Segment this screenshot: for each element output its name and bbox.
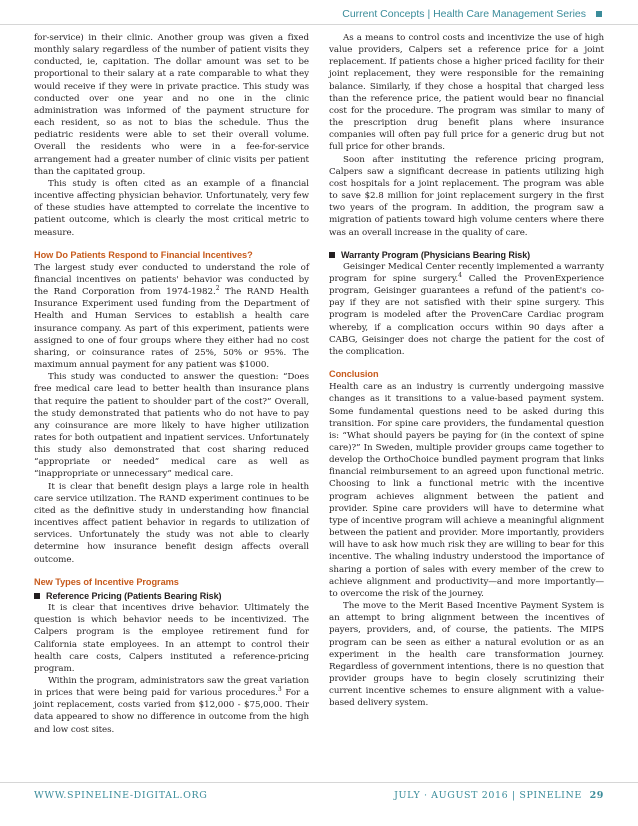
running-header — [342, 8, 602, 20]
reference-marker: 4 — [458, 272, 462, 280]
subsection-title: Warranty Program (Physicians Bearing Risk) — [341, 249, 531, 260]
paragraph: As a means to control costs and incentivize the use of high value providers, Calpers set a reference price for a joint replacement. If patients chose a higher priced facility for their joint replacement, they were responsible for the remaining balance. Similarly, if they chose a hospital that charged less than the reference price, the patient would bear no financial cost for the procedure. The program was similar to many of the prescription drug benefit plans where insurance companies will often pay full price for a generic drug but not full price for other brands. — [329, 33, 604, 153]
paragraph — [329, 261, 604, 358]
paragraph: The move to the Merit Based Incentive Payment System is an attempt to bring alignment between the incentives of payers, providers, and, of course, the patients. The MIPS program can be seen as either a natural evolution or as an experiment in the health care transformation journey. Regardless of government intentions, there is no question that provider groups have to begin closely scrutinizing their current incentive schemes to ensure alignment with a value-based delivery system. — [329, 601, 604, 709]
paragraph-text: Within the program, administrators saw the great variation in prices that were being paid for various procedures. — [34, 675, 309, 699]
paragraph — [34, 262, 309, 371]
reference-marker: 2 — [215, 285, 220, 293]
paragraph: This study was conducted to answer the question: “Does free medical care lead to better health than insurance plans that require the patient to shoulder part of the cost?” Overall, the study demonstrated that patients who do not have to pay any coinsurance are more likely to have higher utilization rates for both outpatient and inpatient services. Unfortunately this study also demonstrated that cost sharing reduced “appropriate or needed” medical care as well as “inappropriate or unnecessary” medical care. — [34, 372, 309, 480]
paragraph-text: The RAND Health Insurance Experiment used funding from the Department of Health and Human Services to establish a health care insurance company. As part of this experiment, patients were assigned to one of four groups where they either had no cost sharing, or coinsurance rates of 25%, 50% or 95%. The maximum annual payment for any patient was $1000. — [34, 287, 309, 371]
page-number: 29 — [589, 790, 604, 801]
series-title: Current Concepts | Health Care Management Series — [342, 8, 586, 20]
paragraph: for-service) in their clinic. Another group was given a fixed monthly salary regardless of the number of patient visits they conducted, ie, capitation. The dollar amount was set to be proportional to their salary at a rate comparable to what they would receive if they were in private practice. This study was conducted over one year and no one in the clinic administration was informed of the payment structure for each resident, so as not to bias the schedule. Thus the pediatric residents were able to set their overall volume. Overall the residents who were in a fee-for-service arrangement had a greater number of clinic visits per patient than the capitated group. — [34, 33, 309, 177]
header-divider — [0, 24, 638, 25]
paragraph: Health care as an industry is currently undergoing massive changes as it transitions to a value-based payment system. Some fundamental questions need to be asked during this transition. For spine care providers, the fundamental question is: “What should payers be paying for (in the context of spine care)?” In Sweden, multiple provider groups came together to develop the OrthoChoice bundled payment program that links financial reimbursement to an agreed upon functional metric. Choosing to link a functional metric with the incentive program achieves alignment between the patient and provider. Spine care providers will have to determine what type of incentive program will achieve a meaningful alignment between the patient and provider. More importantly, providers will have to ask how much risk they are willing to bear for this incentive. The whaling industry understood the importance of sharing a portion of sales with every member of the crew to achieve alignment and productivity—and more importantly—to overcome the risk of the journey. — [329, 382, 604, 599]
issue-label: JULY · AUGUST 2016 | SPINELINE — [394, 790, 582, 801]
footer-issue — [394, 790, 604, 801]
paragraph: This study is often cited as an example of a financial incentive affecting physician behavior. Unfortunately, very few of these studies have attempted to correlate the incentive to patient outcome, which is clearly the most critical metric to measure. — [34, 178, 309, 238]
square-bullet-icon — [34, 593, 40, 599]
subsection-title: Reference Pricing (Patients Bearing Risk) — [46, 590, 222, 601]
section-heading: New Types of Incentive Programs — [34, 576, 179, 587]
paragraph: Soon after instituting the reference pricing program, Calpers saw a significant decrease in patients utilizing high cost hospitals for a joint replacement. The program was able to save $2.8 million for joint replacement surgery in the first two years of the program. In addition, the program saw a migration of patients toward high volume centers where there was an overall increase in the quality of care. — [329, 154, 604, 238]
left-column — [34, 32, 309, 772]
footer-divider — [0, 782, 638, 783]
paragraph: It is clear that incentives drive behavior. Ultimately the question is which behavior needs to be incentivized. The Calpers program is the employee retirement fund for California state employees. In an attempt to control their health care costs, Calpers instituted a reference-pricing program. — [34, 603, 309, 674]
article-body — [34, 32, 604, 772]
section-heading: How Do Patients Respond to Financial Incentives? — [34, 249, 253, 260]
subsection-heading — [34, 590, 309, 602]
paragraph — [34, 675, 309, 736]
paragraph: It is clear that benefit design plays a large role in health care service utilization. The RAND experiment continues to be cited as the definitive study in understanding how financial incentives affect patient behavior in regards to utilization of services. Unfortunately the study was not able to clearly determine how insurance benefit design affects overall outcome. — [34, 481, 309, 565]
paragraph-text: Geisinger Medical Center recently implemented a warranty program for spine surgery. — [329, 261, 604, 284]
paragraph-text: The largest study ever conducted to understand the role of financial incentives on patients' behavior was conducted by the Rand Corporation from 1974-1982. — [34, 262, 309, 298]
square-bullet-icon — [329, 252, 335, 258]
paragraph-text: Called the ProvenExperience program, Geisinger guarantees a refund of the patient's co-pay if they are not satisfied with their spine surgery. This program is modeled after the ProvenCare Cardiac program whereby, if a complication occurs within 90 days after a CABG, Geisinger does not charge the patient for the cost of the complication. — [329, 273, 604, 357]
paragraph-text: For a joint replacement, costs varied from $12,000 - $75,000. Their data appeared to show no difference in outcome from the high and low cost sites. — [34, 688, 310, 735]
footer-url: WWW.SPINELINE-DIGITAL.ORG — [34, 790, 208, 801]
section-heading: Conclusion — [329, 369, 379, 380]
subsection-heading — [329, 249, 604, 261]
right-column — [329, 32, 604, 772]
square-bullet-icon — [596, 11, 602, 17]
reference-marker: 3 — [277, 686, 282, 694]
